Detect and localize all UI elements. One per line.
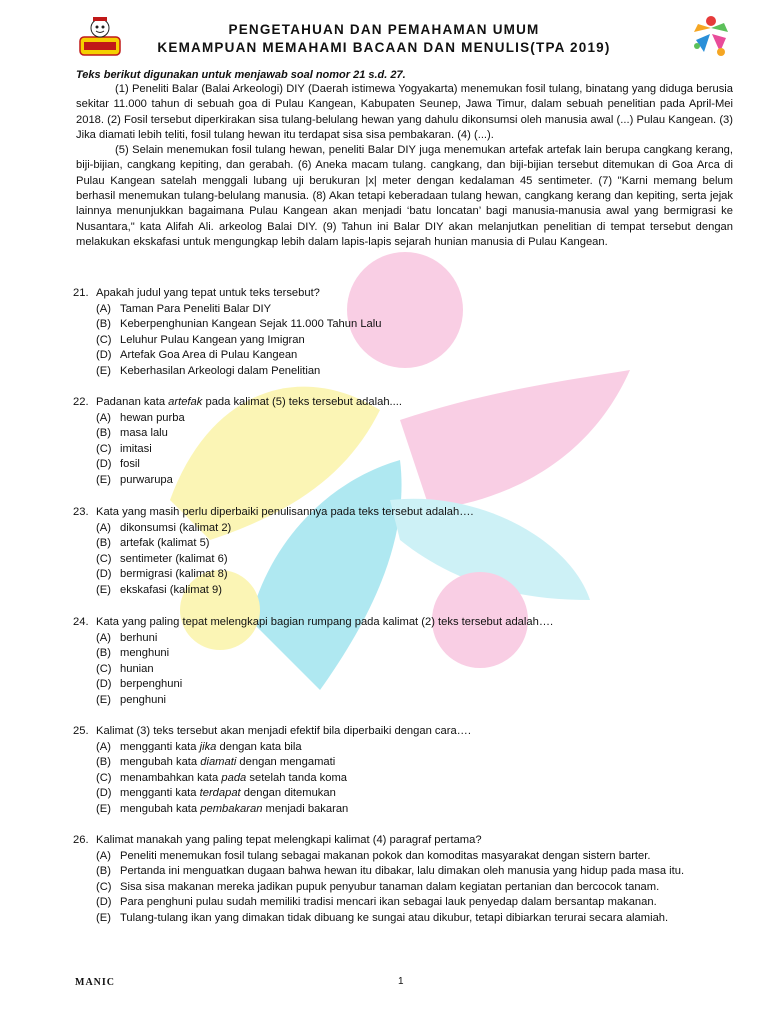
answer-option[interactable]: (A) dikonsumsi (kalimat 2) [96, 521, 232, 534]
reading-passage [76, 82, 733, 250]
answer-option[interactable]: (D) mengganti kata terdapat dengan ditemukan [96, 787, 336, 800]
answer-option[interactable]: (C) menambahkan kata pada setelah tanda koma [96, 771, 348, 784]
answer-option[interactable]: (E) penghuni [96, 693, 167, 706]
question-number: 24. [73, 616, 89, 628]
question-stem: Kalimat (3) teks tersebut akan menjadi efektif bila diperbaiki dengan cara…. [96, 725, 471, 737]
answer-option[interactable]: (C) hunian [96, 662, 154, 675]
question-25 [73, 724, 743, 818]
question-22 [73, 395, 743, 489]
question-stem: Kata yang masih perlu diperbaiki penulisannya pada teks tersebut adalah…. [96, 506, 474, 518]
question-stem: Apakah judul yang tepat untuk teks tersebut? [96, 287, 320, 299]
answer-option[interactable]: (E) mengubah kata pembakaran menjadi bakaran [96, 802, 349, 815]
footer-brand: MANIC [75, 977, 115, 988]
question-26 [73, 833, 743, 927]
question-number: 22. [73, 396, 89, 408]
answer-option[interactable]: (C) sentimeter (kalimat 6) [96, 552, 228, 565]
question-number: 25. [73, 725, 89, 737]
question-stem: Kata yang paling tepat melengkapi bagian rumpang pada kalimat (2) teks tersebut adalah…. [96, 616, 554, 628]
answer-option[interactable]: (E) ekskafasi (kalimat 9) [96, 583, 222, 596]
answer-option[interactable]: (E) purwarupa [96, 473, 173, 486]
question-stem: Padanan kata artefak pada kalimat (5) teks tersebut adalah.... [96, 396, 402, 408]
question-23 [73, 505, 743, 599]
question-number: 23. [73, 506, 89, 518]
header-title-line1: PENGETAHUAN DAN PEMAHAMAN UMUM [228, 22, 540, 37]
answer-option[interactable]: (A) Peneliti menemukan fosil tulang sebagai makanan pokok dan komoditas masyarakat dengan sistern barter. [96, 849, 651, 862]
answer-option[interactable]: (C) imitasi [96, 442, 152, 455]
question-number: 26. [73, 834, 89, 846]
answer-option[interactable]: (E) Tulang-tulang ikan yang dimakan tidak dibuang ke sungai atau dikubur, tetapi dibiarkan terurai secara alamiah. [96, 911, 669, 924]
passage-paragraph-1: (1) Peneliti Balar (Balai Arkeologi) DIY (Daerah istimewa Yogyakarta) menemukan fosil tulang, binatang yang diduga berusia sekitar 11.000 tahun di sebuah goa di Pulau Kangean, Kabupaten Seunep, Jawa Timur, dalam sebuah penelitian pada April-Mei 2018. (2) Fosil tersebut diperkirakan sisa tulang-belulang hewan yang dahulu dikonsumsi oleh manusia awal (...) Pulau Kangean. (3) Jika diamati lebih teliti, fosil tulang hewan itu terdapat sisa sisa pembakaran. (4) (...). [76, 83, 733, 141]
answer-option[interactable]: (A) berhuni [96, 631, 158, 644]
answer-option[interactable]: (B) menghuni [96, 647, 170, 660]
answer-option[interactable]: (A) Taman Para Peneliti Balar DIY [96, 302, 272, 315]
answer-option[interactable]: (B) Pertanda ini menguatkan dugaan bahwa hewan itu dibakar, lalu dimakan oleh manusia yang hidup pada masa itu. [96, 865, 685, 878]
passage-intro: Teks berikut digunakan untuk menjawab soal nomor 21 s.d. 27. [76, 69, 406, 81]
header-title-line2: KEMAMPUAN MEMAHAMI BACAAN DAN MENULIS(TPA 2019) [157, 40, 611, 55]
answer-option[interactable]: (A) mengganti kata jika dengan kata bila [96, 740, 302, 753]
question-21 [73, 286, 743, 380]
answer-option[interactable]: (D) berpenghuni [96, 678, 183, 691]
page-number: 1 [398, 976, 404, 987]
question-number: 21. [73, 287, 89, 299]
answer-option[interactable]: (C) Leluhur Pulau Kangean yang Imigran [96, 333, 305, 346]
question-24 [73, 615, 743, 709]
answer-option[interactable]: (D) fosil [96, 458, 140, 471]
answer-option[interactable]: (D) Para penghuni pulau sudah memiliki tradisi mencari ikan sebagai lauk penyedap dalam bersantap makanan. [96, 896, 657, 909]
answer-option[interactable]: (D) bermigrasi (kalimat 8) [96, 568, 228, 581]
answer-option[interactable]: (D) Artefak Goa Area di Pulau Kangean [96, 349, 298, 362]
answer-option[interactable]: (A) hewan purba [96, 411, 185, 424]
brand-logo-right [688, 14, 734, 60]
passage-paragraph-2: (5) Selain menemukan fosil tulang hewan, peneliti Balar DIY juga menemukan artefak artefak lain berupa cangkang kerang, biji-bijian, cangkang kepiting, dan gerabah. (6) Aneka macam tulang. cangkang, dan biji-bijian tersebut ditemukan di Goa Arca di Pulau Kangean satelah menggali lubang uji berukuran |x| meter dengan kedalaman 45 sentimeter. (7) "Karni memang belum berhasil menemukan tulang-belulang manusia. (8) Akan tetapi keberadaan tulang hewan, cangkang kerang dan kepiting, serta jejak lainnya menunjukkan bagaimana Pulau Kangean akan menjadi ‘batu loncatan’ bagi manusia-manusia awal yang bermigrasi ke Nusantara," kata Alifah Ali. arkeolog Balai DIY. (9) Tahun ini Balar DIY akan melanjutkan penelitian di tempat tersebut dengan melakukan ekskafasi untuk mengungkap lebih dalam lapis-lapis sejarah hunian manusia di Pulau Kangean. [76, 144, 733, 248]
answer-option[interactable]: (B) Keberpenghunian Kangean Sejak 11.000 Tahun Lalu [96, 318, 382, 331]
question-stem: Kalimat manakah yang paling tepat melengkapi kalimat (4) paragraf pertama? [96, 834, 482, 846]
answer-option[interactable]: (E) Keberhasilan Arkeologi dalam Penelitian [96, 364, 321, 377]
answer-option[interactable]: (B) artefak (kalimat 5) [96, 537, 210, 550]
answer-option[interactable]: (B) masa lalu [96, 427, 168, 440]
answer-option[interactable]: (B) mengubah kata diamati dengan mengamati [96, 756, 336, 769]
answer-option[interactable]: (C) Sisa sisa makanan mereka jadikan pupuk penyubur tanaman dalam kegiatan pertanian dan bercocok tanam. [96, 880, 660, 893]
